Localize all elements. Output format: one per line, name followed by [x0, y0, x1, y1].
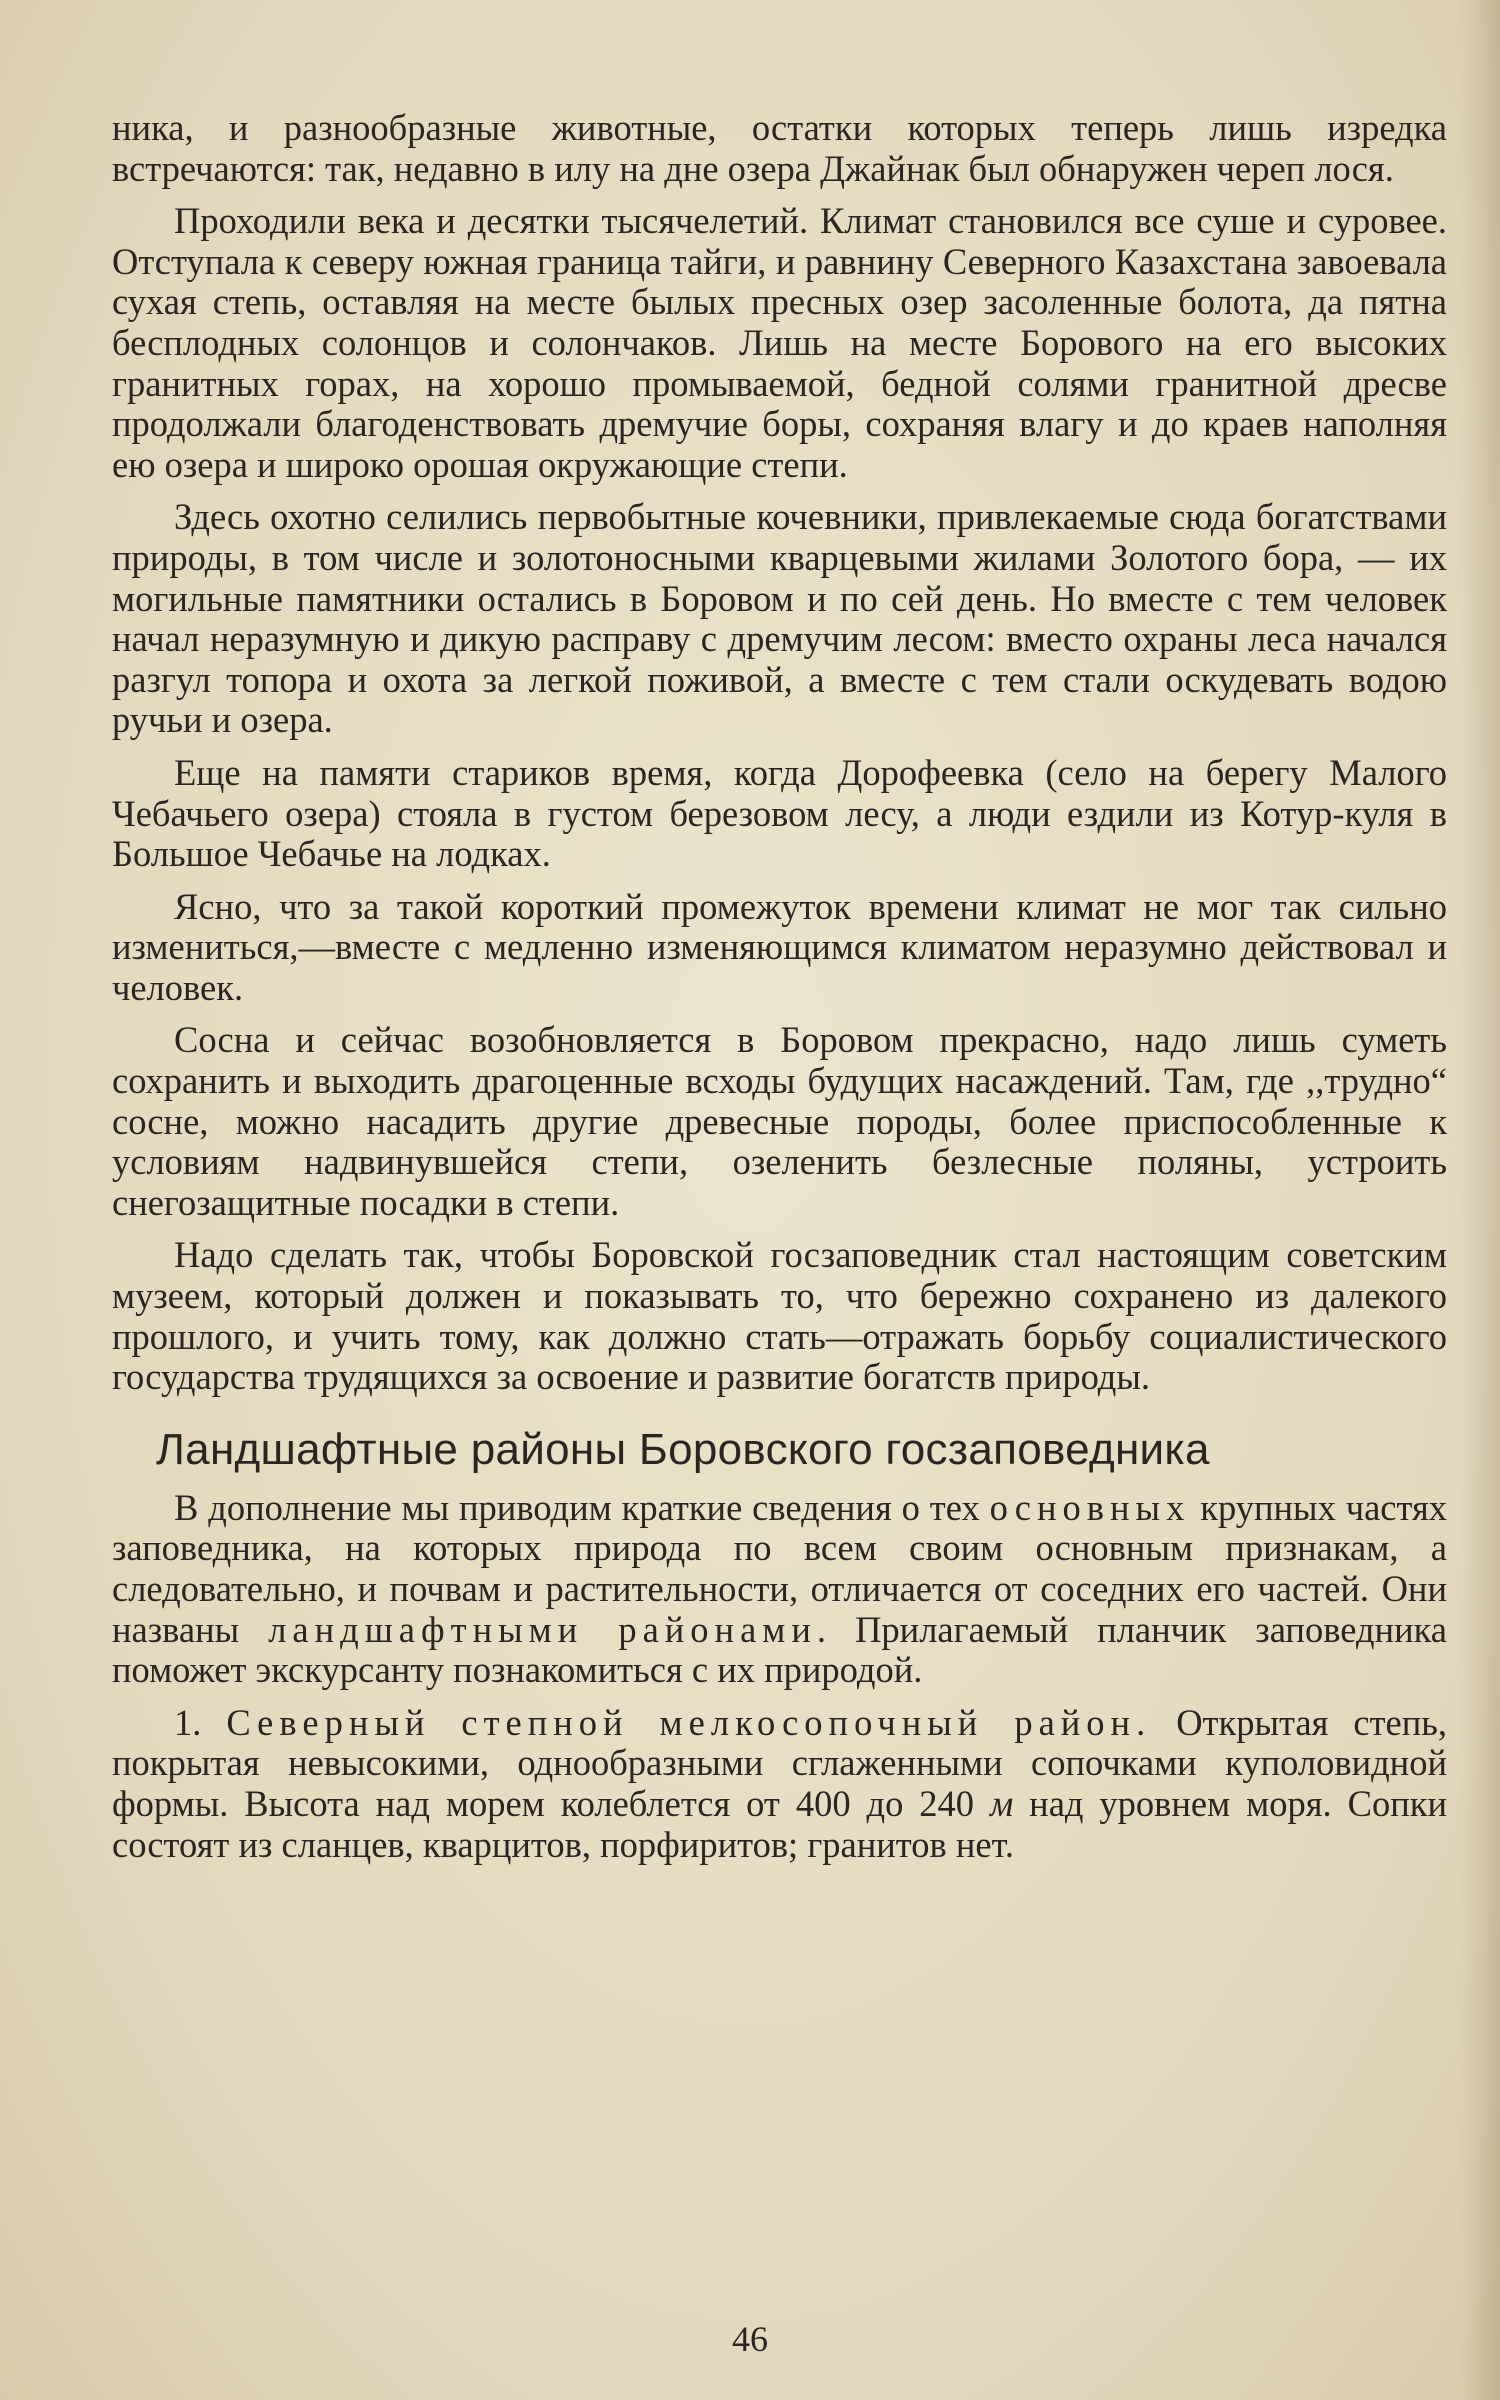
paragraph-nomads: Здесь охотно селились первобытные кочевники, привлекаемые сюда богатствами природы, в том числе и золотоносными кварцевыми жилами Золотого бора, — их могильные памятники остались в Боровом и по сей день. Но вместе с тем человек начал неразумную и дикую расправу с дремучим лесом: вместо охраны леса начался разгул топора и охота за легкой поживой, а вместе с тем стали оскудевать водою ручьи и озера.: [112, 496, 1447, 741]
book-page: [112, 108, 1447, 2338]
district-text-end: над уровнем моря. Сопки состоят из сланцев, кварцитов, порфиритов; гранитов нет.: [112, 1782, 1448, 1865]
intro-text-3: . Прилагаемый планчик заповедника поможет экскурсанту познакомиться с их природой.: [112, 1608, 1447, 1691]
page-number: 46: [732, 2319, 768, 2359]
intro-emphasis-1: основных: [989, 1486, 1191, 1528]
paragraph-dorofeevka: Еще на памяти стариков время, когда Дорофеевка (село на берегу Малого Чебачьего озера) стояла в густом березовом лесу, а люди ездили из Котур-куля в Большое Чебачье на лодках.: [112, 751, 1447, 875]
district-item-1: [112, 1703, 1447, 1865]
district-unit: м: [989, 1782, 1014, 1824]
section-intro: [112, 1488, 1447, 1691]
intro-text-1: В дополнение мы приводим краткие сведения о тех: [174, 1486, 990, 1528]
paragraph-pine-renewal: Сосна и сейчас возобновляется в Боровом прекрасно, надо лишь суметь сохранить и выходить драгоценные всходы будущих насаждений. Там, где ,,трудно“ сосне, можно насадить другие древесные породы, более приспособленные к условиям надвинувшейся степи, озеленить безлесные поляны, устроить снегозащитные посадки в степи.: [112, 1019, 1447, 1223]
paragraph-museum: Надо сделать так, чтобы Боровской госзаповедник стал настоящим советским музеем, который должен и показывать то, что бережно сохранено из далекого прошлого, и учить тому, как должно стать—отражать борьбу социалистического государства трудящихся за освоение и развитие богатств природы.: [112, 1234, 1447, 1398]
section-heading: Ландшафтные районы Боровского госзаповедника: [156, 1424, 1210, 1474]
paragraph-continuation: ника, и разнообразные животные, остатки которых теперь лишь изредка встречаются: так, недавно в илу на дне озера Джайнак был обнаружен череп лося.: [112, 107, 1447, 189]
district-number: 1.: [174, 1701, 227, 1743]
paragraph-climate-change: Ясно, что за такой короткий промежуток времени климат не мог так сильно измениться,—вместе с медленно изменяющимся климатом неразумно действовал и человек.: [112, 885, 1447, 1008]
paragraph-climate: Проходили века и десятки тысячелетий. Климат становился все суше и суровее. Отступала к северу южная граница тайги, и равнину Северного Казахстана завоевала сухая степь, оставляя на месте былых пресных озер засоленные болота, да пятна бесплодных солонцов и солончаков. Лишь на месте Борового на его высоких гранитных горах, на хорошо промываемой, бедной солями гранитной дресве продолжали благоденствовать дремучие боры, сохраняя влагу и до краев наполняя ею озера и широко орошая окружающие степи.: [112, 200, 1447, 485]
intro-text-2: крупных частях заповедника, на которых природа по всем своим основным признакам, а следовательно, и почвам и растительности, отличается от соседних его частей. Они названы: [112, 1486, 1447, 1650]
district-text: Открытая степь, покрытая невысокими, однообразными сглаженными сопочками куполовидной формы. Высота над морем колеблется от 400 до 240: [112, 1701, 1448, 1824]
intro-emphasis-2: ландшафтными районами: [268, 1608, 817, 1650]
page-edge-shadow: [1460, 0, 1500, 2400]
district-title: Северный степной мелкосопочный район.: [226, 1701, 1152, 1743]
